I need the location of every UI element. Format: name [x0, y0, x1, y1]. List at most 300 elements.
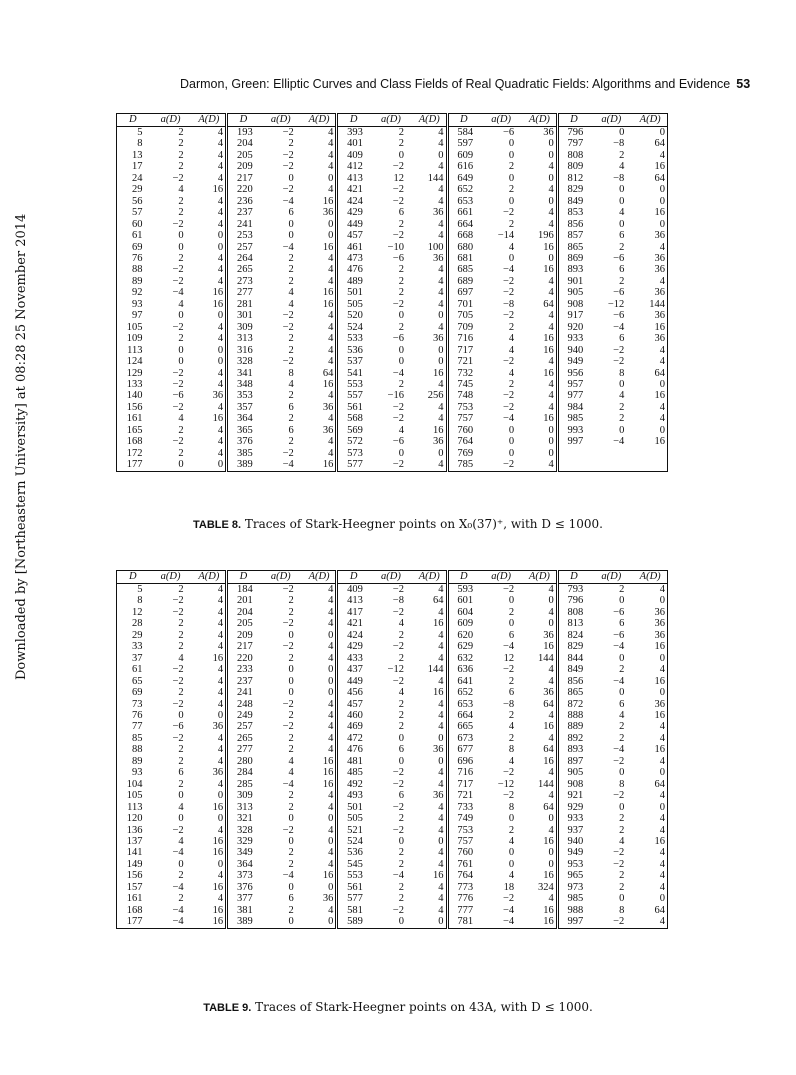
column-header: D [447, 571, 479, 584]
table-cell: 4 [508, 241, 515, 253]
table-cell: 940 [567, 344, 584, 356]
table-cell: 133 [126, 378, 143, 390]
column-header: a(D) [479, 571, 523, 584]
table-cell: 0 [413, 756, 447, 767]
column-header: a(D) [149, 571, 193, 584]
table-cell: 2 [288, 904, 294, 916]
table-cell: −2 [282, 184, 294, 196]
column-header: a(D) [589, 114, 633, 127]
table-cell: 561 [347, 881, 363, 893]
table-cell: 4 [193, 448, 227, 459]
table-cell: 412 [347, 161, 363, 173]
table-cell: 97 [132, 310, 143, 322]
table-cell: 2 [288, 847, 294, 859]
table-cell: 4 [193, 379, 227, 390]
table-row [117, 676, 668, 687]
table-cell [557, 459, 589, 471]
table-row [117, 710, 668, 721]
table-cell: 4 [523, 356, 557, 367]
table-cell: −6 [613, 629, 625, 641]
table-row [117, 790, 668, 801]
table-cell: 0 [659, 893, 665, 905]
table-cell: −2 [172, 321, 184, 333]
table-cell: 0 [288, 835, 294, 847]
table-cell: 0 [523, 196, 557, 207]
table-cell: −2 [502, 401, 515, 413]
table-cell: 0 [193, 310, 227, 321]
table-cell: 4 [523, 767, 557, 778]
table-cell: 4 [193, 402, 227, 413]
table-cell: 553 [347, 870, 363, 882]
table-cell: 16 [654, 436, 665, 448]
table-cell: 6 [288, 207, 294, 219]
table-cell: 0 [178, 459, 184, 471]
table-cell: 664 [457, 218, 474, 230]
table-cell: 2 [508, 161, 515, 173]
table-cell: 16 [654, 709, 665, 721]
table-cell: 0 [659, 801, 665, 813]
table-cell: 457 [347, 230, 363, 242]
table-cell: 36 [303, 402, 337, 413]
table-cell: 4 [413, 767, 447, 778]
table-cell: 716 [457, 333, 474, 345]
table-cell: 417 [347, 606, 363, 618]
table-row [117, 138, 668, 149]
table-cell: 241 [236, 218, 253, 230]
table-cell: 16 [303, 756, 337, 767]
table-cell: 4 [303, 333, 337, 344]
table-cell: 144 [523, 653, 557, 664]
table-cell: 4 [508, 333, 515, 345]
table-cell: 16 [303, 779, 337, 790]
table-cell: 449 [347, 675, 363, 687]
table-cell: 760 [457, 847, 474, 859]
table-8-label: TABLE 8. [193, 519, 242, 531]
running-head [180, 77, 751, 91]
table-row [117, 721, 668, 732]
table-cell: −2 [172, 595, 184, 607]
table-cell: 2 [508, 732, 515, 744]
table-cell: 905 [567, 287, 584, 299]
table-cell: 0 [288, 218, 294, 230]
table-cell: 36 [303, 207, 337, 218]
table-cell: 16 [193, 299, 227, 310]
table-cell: 985 [567, 893, 584, 905]
table-cell: 4 [413, 322, 447, 333]
table-cell: −2 [282, 321, 294, 333]
table-cell: 8 [288, 367, 294, 379]
table-cell: 521 [347, 824, 363, 836]
table-cell: 4 [659, 149, 665, 161]
table-cell: 4 [303, 847, 337, 858]
table-cell: 16 [654, 207, 665, 219]
table-cell: 217 [236, 172, 253, 184]
table-cell: 2 [288, 744, 294, 756]
table-cell: 309 [236, 790, 253, 802]
table-cell: 36 [413, 744, 447, 755]
table-cell: 808 [567, 149, 584, 161]
table-cell: 4 [303, 448, 337, 459]
table-cell: 6 [398, 744, 404, 756]
table-cell: 0 [508, 618, 515, 630]
table-cell: 277 [236, 744, 253, 756]
table-cell: 165 [126, 424, 143, 436]
table-cell: 2 [398, 378, 404, 390]
table-cell: 4 [413, 699, 447, 710]
table-row [117, 802, 668, 813]
table-cell: 16 [523, 242, 557, 253]
table-cell: 2 [178, 778, 184, 790]
table-cell: 6 [288, 893, 294, 905]
table-cell: 220 [236, 184, 253, 196]
table-cell: 997 [567, 436, 584, 448]
table-cell: 829 [567, 184, 584, 196]
table-cell: 36 [654, 230, 665, 242]
table-cell: 4 [193, 264, 227, 275]
table-9-label: TABLE 9. [203, 1002, 252, 1014]
table-cell: 2 [619, 241, 625, 253]
table-row [117, 402, 668, 413]
table-cell: 4 [523, 184, 557, 195]
table-cell: 4 [659, 790, 665, 802]
table-cell: 8 [619, 778, 625, 790]
table-row [117, 813, 668, 824]
table-cell: 4 [288, 755, 294, 767]
download-note-text: Downloaded by [Northeastern University] at 08:28 25 November 2014 [14, 213, 29, 680]
table-cell: 4 [523, 287, 557, 298]
table-cell: −2 [613, 916, 625, 928]
table-row [117, 699, 668, 710]
table-cell: 2 [619, 881, 625, 893]
table-row [117, 836, 668, 847]
table-cell: 0 [619, 424, 625, 436]
table-cell: 0 [413, 916, 447, 928]
table-cell: 168 [126, 904, 143, 916]
table-cell: 4 [303, 699, 337, 710]
table-cell: 421 [347, 184, 363, 196]
table-cell: −2 [502, 664, 515, 676]
table-cell: 16 [303, 459, 337, 471]
table-cell: 16 [413, 870, 447, 881]
table-cell: 4 [303, 390, 337, 401]
table-row [117, 459, 668, 471]
table-cell: 492 [347, 778, 363, 790]
table-cell: −6 [172, 390, 184, 402]
table-cell: 217 [236, 641, 253, 653]
table-cell: −2 [392, 401, 404, 413]
table-cell: −2 [613, 356, 625, 368]
table-cell: 545 [347, 858, 363, 870]
table-cell: 541 [347, 367, 363, 379]
table-cell: 889 [567, 721, 584, 733]
table-cell: 908 [567, 778, 584, 790]
table-cell: 341 [236, 367, 253, 379]
table-cell: −2 [392, 413, 404, 425]
table-cell: 16 [523, 905, 557, 916]
table-cell: 385 [236, 447, 253, 459]
table-cell: 8 [508, 744, 515, 756]
table-cell: 965 [567, 870, 584, 882]
table-cell: −6 [392, 333, 404, 345]
table-cell: 4 [303, 150, 337, 161]
table-cell: −8 [613, 138, 625, 150]
table-cell: 201 [236, 595, 253, 607]
table-cell: 4 [303, 733, 337, 744]
table-cell: 36 [654, 333, 665, 345]
table-cell: 209 [236, 629, 253, 641]
table-cell: 16 [193, 653, 227, 664]
table-cell: 6 [178, 767, 184, 779]
table-cell: 0 [413, 310, 447, 321]
table-cell: 601 [457, 595, 474, 607]
table-cell: 69 [132, 241, 143, 253]
table-cell: 0 [659, 218, 665, 230]
table-cell: −2 [613, 858, 625, 870]
table-cell: −2 [502, 390, 515, 402]
table-cell: 2 [178, 149, 184, 161]
table-cell: −4 [282, 778, 294, 790]
table-cell: 0 [619, 378, 625, 390]
table-cell: 2 [178, 893, 184, 905]
table-cell: 716 [457, 767, 474, 779]
table-cell: 4 [413, 710, 447, 721]
table-cell: 0 [619, 218, 625, 230]
table-cell: 4 [413, 264, 447, 275]
table-cell: 4 [619, 835, 625, 847]
table-cell: 2 [619, 413, 625, 425]
table-cell: 4 [303, 184, 337, 195]
table-row [117, 322, 668, 333]
table-cell: 28 [132, 618, 143, 630]
table-cell: 4 [193, 641, 227, 652]
table-cell: −4 [502, 264, 515, 276]
table-cell: 629 [457, 641, 474, 653]
table-cell: 12 [132, 606, 143, 618]
table-cell: 4 [659, 584, 665, 595]
table-cell: 16 [523, 756, 557, 767]
table-cell: 4 [178, 184, 184, 196]
table-cell: 8 [619, 904, 625, 916]
table-cell: 120 [126, 813, 143, 825]
column-header: a(D) [149, 114, 193, 127]
table-cell: 4 [508, 344, 515, 356]
column-header: D [227, 114, 259, 127]
table-cell: 36 [654, 287, 665, 299]
table-cell: 0 [619, 687, 625, 699]
table-cell: 16 [523, 641, 557, 652]
table-cell: −4 [392, 367, 404, 379]
table-cell: 88 [132, 744, 143, 756]
table-cell: 808 [567, 606, 584, 618]
table-cell: 2 [398, 652, 404, 664]
table-cell: 36 [654, 606, 665, 618]
table-cell: 0 [303, 916, 337, 928]
table-cell: 505 [347, 298, 363, 310]
table-cell: 4 [303, 802, 337, 813]
table-cell: 0 [413, 150, 447, 161]
table-cell: 0 [508, 847, 515, 859]
table-cell: −2 [392, 675, 404, 687]
column-header: D [447, 114, 479, 127]
table-cell: −2 [392, 904, 404, 916]
table-cell: 472 [347, 732, 363, 744]
table-cell: 2 [398, 881, 404, 893]
table-cell: 284 [236, 767, 253, 779]
table-cell: 4 [413, 630, 447, 641]
table-cell: 0 [303, 173, 337, 184]
table-row [117, 242, 668, 253]
table-cell: 4 [303, 253, 337, 264]
table-cell: −4 [502, 641, 515, 653]
table-cell: −6 [613, 287, 625, 299]
table-cell: −4 [172, 881, 184, 893]
table-cell: 4 [193, 756, 227, 767]
table-cell: −10 [387, 241, 404, 253]
table-cell: 365 [236, 424, 253, 436]
table-cell: 36 [193, 721, 227, 732]
table-cell: 8 [619, 367, 625, 379]
table-cell: 4 [508, 835, 515, 847]
table-cell: 2 [288, 606, 294, 618]
table-cell: 0 [508, 138, 515, 150]
table-cell: 357 [236, 401, 253, 413]
table-cell: 0 [619, 184, 625, 196]
table-cell: 4 [523, 825, 557, 836]
table-cell: 4 [413, 127, 447, 139]
table-cell: 172 [126, 447, 143, 459]
table-cell: 4 [659, 401, 665, 413]
table-cell: 641 [457, 675, 474, 687]
table-cell: 0 [413, 448, 447, 459]
table-cell: 237 [236, 207, 253, 219]
table-cell: 6 [619, 618, 625, 630]
table-cell: 6 [619, 333, 625, 345]
table-cell: −2 [392, 584, 404, 595]
table-cell: 4 [523, 379, 557, 390]
table-cell: 761 [457, 858, 474, 870]
table-cell: 4 [659, 356, 665, 368]
table-cell: 0 [523, 253, 557, 264]
table-cell: 4 [413, 779, 447, 790]
table-cell: 0 [398, 447, 404, 459]
table-cell: 4 [303, 905, 337, 916]
table-row [117, 859, 668, 870]
table-cell: 0 [398, 356, 404, 368]
table-cell: 4 [398, 424, 404, 436]
table-cell: 0 [523, 425, 557, 436]
table-cell: 36 [413, 790, 447, 801]
table-cell: 4 [413, 721, 447, 732]
table-cell: 349 [236, 847, 253, 859]
table-cell: 0 [659, 595, 665, 607]
table-cell: 109 [126, 333, 143, 345]
table-cell: 4 [303, 595, 337, 606]
table-cell: −2 [282, 161, 294, 173]
table-row [117, 882, 668, 893]
table-cell: 424 [347, 195, 363, 207]
table-row [117, 744, 668, 755]
table-cell: 149 [126, 858, 143, 870]
table-cell: −2 [172, 367, 184, 379]
table-cell: −6 [502, 127, 515, 138]
table-cell: 409 [347, 584, 363, 595]
table-cell: 2 [619, 824, 625, 836]
table-cell: 4 [413, 138, 447, 149]
table-cell: 4 [303, 413, 337, 424]
table-cell: −2 [172, 698, 184, 710]
table-cell: 2 [288, 652, 294, 664]
table-cell: 4 [413, 802, 447, 813]
table-cell: −2 [282, 310, 294, 322]
table-cell: −2 [392, 606, 404, 618]
table-cell: 433 [347, 652, 363, 664]
table-cell: 2 [508, 321, 515, 333]
table-cell: 4 [193, 436, 227, 447]
table-cell: 0 [193, 459, 227, 471]
table-cell: 4 [659, 241, 665, 253]
table-cell: 2 [288, 390, 294, 402]
table-cell: 4 [193, 333, 227, 344]
table-row [117, 630, 668, 641]
table-cell: 2 [288, 709, 294, 721]
table-cell: 733 [457, 801, 474, 813]
table-cell: 732 [457, 367, 474, 379]
table-cell: 105 [126, 321, 143, 333]
table-cell: 5 [137, 127, 143, 138]
table-cell: 265 [236, 264, 253, 276]
table-row [117, 184, 668, 195]
table-cell: 456 [347, 687, 363, 699]
table-cell: 461 [347, 241, 363, 253]
table-cell: 16 [523, 870, 557, 881]
table-cell: 4 [659, 413, 665, 425]
table-cell: 16 [523, 916, 557, 928]
table-cell: 16 [193, 184, 227, 195]
table-cell: −2 [502, 275, 515, 287]
column-header: A(D) [633, 571, 667, 584]
table-cell: 2 [178, 127, 184, 138]
table-cell: 4 [413, 276, 447, 287]
column-header: A(D) [523, 571, 557, 584]
table-cell: 4 [303, 721, 337, 732]
table-cell: 5 [137, 584, 143, 595]
table-cell: 4 [523, 676, 557, 687]
column-header: A(D) [413, 571, 447, 584]
table-cell: 4 [193, 687, 227, 698]
table-cell: 4 [193, 425, 227, 436]
table-cell: 689 [457, 275, 474, 287]
table-cell: 13 [132, 149, 143, 161]
table-cell: 389 [236, 916, 253, 928]
table-cell: 2 [288, 732, 294, 744]
table-cell: 129 [126, 367, 143, 379]
table-8 [116, 113, 668, 472]
table-cell: 0 [619, 801, 625, 813]
table-cell: 2 [288, 801, 294, 813]
table-row [117, 379, 668, 390]
table-cell: 4 [523, 219, 557, 230]
table-cell: 220 [236, 652, 253, 664]
table-cell: 524 [347, 321, 363, 333]
table-cell: −4 [613, 436, 625, 448]
table-cell: 4 [413, 859, 447, 870]
column-header: A(D) [413, 114, 447, 127]
table-cell: 0 [508, 195, 515, 207]
table-cell: −8 [502, 298, 515, 310]
table-cell: −6 [613, 252, 625, 264]
table-cell: 0 [303, 882, 337, 893]
table-cell: 144 [523, 779, 557, 790]
